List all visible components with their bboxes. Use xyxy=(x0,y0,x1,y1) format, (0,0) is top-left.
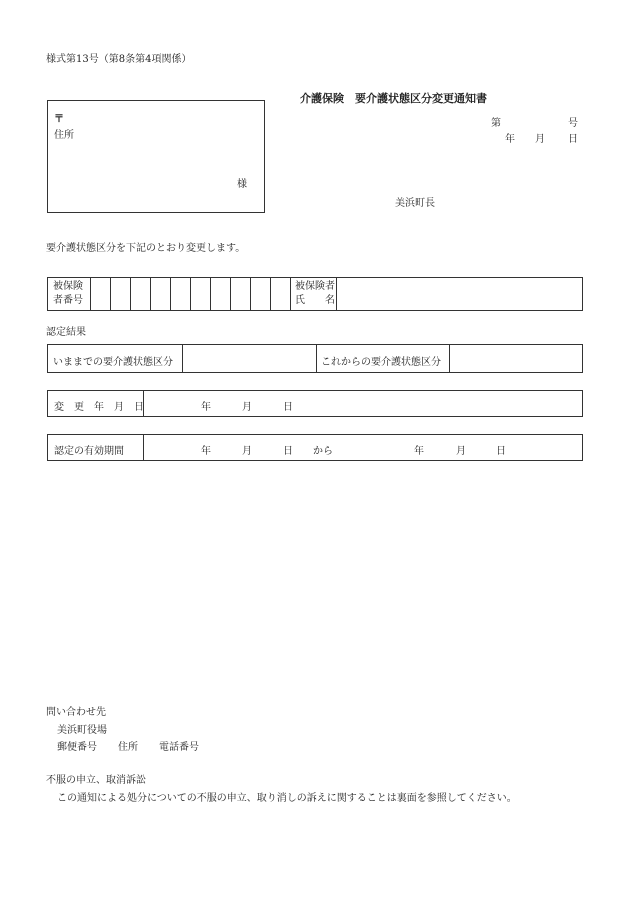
postal-mark: 〒 xyxy=(54,114,64,125)
document-title: 介護保険 要介護状態区分変更通知書 xyxy=(300,92,487,105)
after-status-label: これからの要介護状態区分 xyxy=(321,357,441,368)
validity-from-year: 年 xyxy=(201,446,211,457)
address-label: 住所 xyxy=(54,130,74,141)
validity-to-day: 日 xyxy=(496,446,506,457)
honorific: 様 xyxy=(237,179,247,190)
insured-number-label-line2: 者番号 xyxy=(53,295,83,306)
insured-name-label-line2: 氏 名 xyxy=(295,295,335,306)
doc-number-prefix: 第 xyxy=(491,118,501,129)
form-number: 様式第13号（第8条第4項関係） xyxy=(46,54,192,65)
date-month: 月 xyxy=(535,134,545,145)
appeal-body: この通知による処分についての不服の申立、取り消しの訴えに関することは裏面を参照してください。 xyxy=(57,793,517,804)
appeal-heading: 不服の申立、取消訴訟 xyxy=(46,775,146,786)
validity-to-month: 月 xyxy=(456,446,466,457)
intro-text: 要介護状態区分を下記のとおり変更します。 xyxy=(46,243,246,254)
contact-heading: 問い合わせ先 xyxy=(46,707,106,718)
validity-label: 認定の有効期間 xyxy=(54,446,124,457)
result-heading: 認定結果 xyxy=(46,327,86,338)
before-status-label: いままでの要介護状態区分 xyxy=(53,357,173,368)
change-date-label: 変 更 年 月 日 xyxy=(54,402,144,413)
validity-to-year: 年 xyxy=(414,446,424,457)
date-day: 日 xyxy=(568,134,578,145)
date-year: 年 xyxy=(505,134,515,145)
insured-number-label-line1: 被保険 xyxy=(53,281,83,292)
validity-from-day: 日 xyxy=(283,446,293,457)
issuer: 美浜町長 xyxy=(395,198,435,209)
validity-from-word: から xyxy=(313,446,333,457)
change-date-table xyxy=(47,390,583,417)
validity-table xyxy=(47,434,583,461)
contact-office: 美浜町役場 xyxy=(57,725,107,736)
contact-postal: 郵便番号 xyxy=(57,742,97,753)
insured-table xyxy=(47,277,583,311)
insured-name-label-line1: 被保険者 xyxy=(295,281,335,292)
change-date-day: 日 xyxy=(283,402,293,413)
insured-number-label xyxy=(53,280,83,308)
validity-from-month: 月 xyxy=(242,446,252,457)
contact-phone: 電話番号 xyxy=(159,742,199,753)
doc-number-suffix: 号 xyxy=(568,118,578,129)
change-date-month: 月 xyxy=(242,402,252,413)
contact-address: 住所 xyxy=(118,742,138,753)
insured-name-label xyxy=(295,280,335,308)
address-box xyxy=(47,100,265,213)
change-date-year: 年 xyxy=(201,402,211,413)
status-table xyxy=(47,344,583,373)
